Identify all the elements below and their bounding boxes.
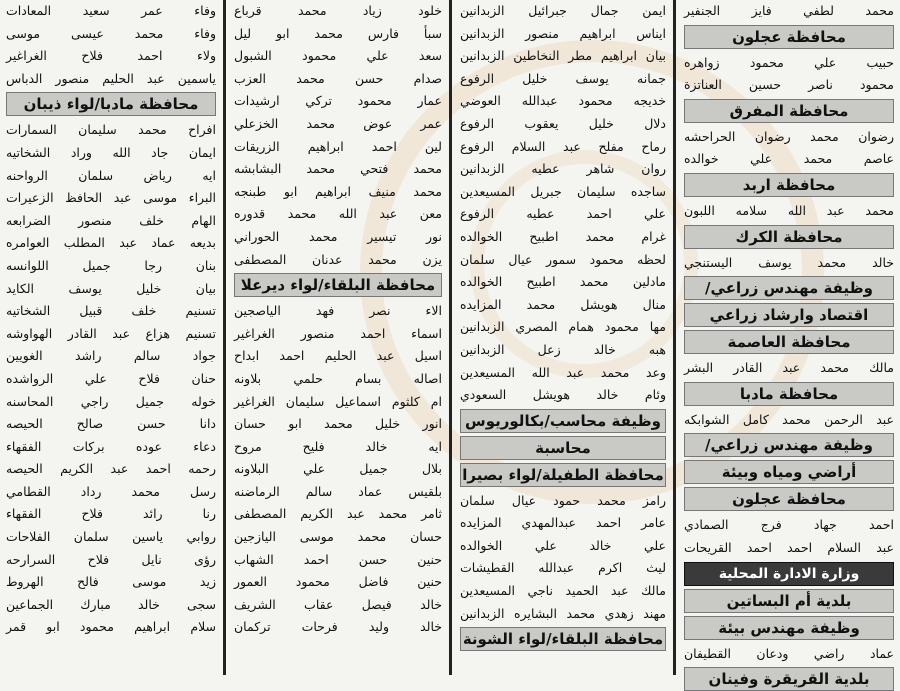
- name-entry: احمد جهاد فرج الصمادي: [684, 517, 894, 533]
- name-entry: انور خليل محمد ابو حسان: [234, 416, 442, 432]
- name-entry: رؤى نايل فلاح السرارحه: [6, 551, 216, 567]
- name-entry: البراء موسى عبد الحافظ الزعيرات: [6, 190, 216, 206]
- name-entry: عمار محمود تركي ارشيدات: [234, 93, 442, 109]
- name-entry: وفاء عمر سعيد المعادات: [6, 3, 216, 18]
- name-entry: مالك محمد عبد القادر البشر: [684, 360, 894, 376]
- name-entry: غرام محمد اطبيح الخوالده: [460, 228, 666, 244]
- name-entry: وئام خالد هويشل السعودي: [460, 387, 666, 403]
- name-entry: ياسمين عبد الحليم منصور الدباس: [6, 70, 216, 86]
- name-entry: جمانه يوسف خليل الرفوع: [460, 70, 666, 86]
- column-divider: [673, 0, 676, 675]
- name-entry: يزن محمد عدنان المصطفى: [234, 251, 442, 267]
- name-entry: عمر عوض محمد الخزعلي: [234, 115, 442, 131]
- name-entry: ايه رياض سلمان الرواحنه: [6, 167, 216, 183]
- name-entry: زيد موسى فالح الهروط: [6, 574, 216, 590]
- name-entry: وفاء محمد عيسى موسى: [6, 25, 216, 41]
- name-entry: روابي ياسين سلمان الفلاحات: [6, 529, 216, 545]
- section-heading: أراضي ومياه وبيئة: [684, 460, 894, 484]
- name-entry: اسيل عبد الحليم احمد ابداح: [234, 348, 442, 364]
- section-heading: محافظة مادبا/لواء ذيبان: [6, 92, 216, 116]
- name-entry: رحمه احمد عبد الكريم الحيصه: [6, 461, 216, 477]
- name-entry: ايه خالد فليح مروح: [234, 438, 442, 454]
- name-entry: لحظه محمود سمور عيال سلمان: [460, 251, 666, 267]
- name-entry: ثامر محمد عبد الكريم المصطفى: [234, 506, 442, 522]
- name-entry: حنين حسن احمد الشهاب: [234, 551, 442, 567]
- section-heading: محافظة مادبا: [684, 382, 894, 406]
- name-entry: معن عبد الله محمد قدوره: [234, 206, 442, 222]
- name-entry: اصاله بسام حلمي بلاونه: [234, 370, 442, 386]
- section-heading: محافظة المفرق: [684, 99, 894, 123]
- name-entry: افراح محمد سليمان السمارات: [6, 122, 216, 138]
- name-entry: حنين فاضل محمود العمور: [234, 574, 442, 590]
- name-entry: علي احمد عطيه الرفوع: [460, 206, 666, 222]
- column-3: [228, 0, 448, 675]
- name-entry: محمد لطفي فايز الجنفير: [684, 3, 894, 18]
- name-entry: رضوان محمد رضوان الحراحشه: [684, 128, 894, 144]
- name-entry: مالك عبد الحميد ناجي المسيعدين: [460, 583, 666, 599]
- name-entry: عبد السلام احمد احمد القريحات: [684, 539, 894, 555]
- section-heading: محافظة اربد: [684, 173, 894, 197]
- name-entry: بيان خليل يوسف الكايد: [6, 280, 216, 296]
- name-entry: مهند زهدي محمد البشايره الزبدانين: [460, 605, 666, 621]
- name-entry: روان شاهر عطيه الزبدانين: [460, 161, 666, 177]
- name-entry: مادلين محمد اطبيح الخوالده: [460, 274, 666, 290]
- section-heading: وظيفة محاسب/بكالوريوس: [460, 409, 666, 433]
- name-entry: سعد علي محمود الشبول: [234, 48, 442, 64]
- section-heading: محافظة الطفيلة/لواء بصيرا: [460, 463, 666, 487]
- section-heading: محافظة الكرك: [684, 225, 894, 249]
- name-entry: خالد محمد يوسف اليستنجي: [684, 254, 894, 270]
- name-entry: بديعه عماد عبد المطلب العوامره: [6, 235, 216, 251]
- section-heading: بلدية أم البساتين: [684, 589, 894, 613]
- name-entry: الاء نصر فهد الياصجين: [234, 303, 442, 319]
- section-heading: وظيفة مهندس بيئة: [684, 616, 894, 640]
- name-entry: بنان رجا جميل اللوانسه: [6, 257, 216, 273]
- name-entry: دانا حسن صالح الحيصه: [6, 416, 216, 432]
- name-entry: منال هويشل محمد المزايده: [460, 296, 666, 312]
- name-entry: لين احمد ابراهيم الزريقات: [234, 138, 442, 154]
- name-entry: خالد فيصل عقاب الشريف: [234, 596, 442, 612]
- name-entry: بلقيس عماد سالم الرماضنه: [234, 483, 442, 499]
- name-entry: رسل محمد رداد القطامي: [6, 483, 216, 499]
- name-entry: ساجده سليمان جبريل المسيعدين: [460, 183, 666, 199]
- name-entry: رامز محمد حمود عيال سلمان: [460, 492, 666, 508]
- name-entry: علي خالد علي الخوالده: [460, 537, 666, 553]
- name-entry: جواد سالم راشد الغويين: [6, 348, 216, 364]
- name-entry: بيان ابراهيم مطر النخاطين الزبدانين: [460, 48, 666, 64]
- name-entry: مها محمود همام المصري الزبدانين: [460, 319, 666, 335]
- section-heading: محافظة البلقاء/لواء ديرعلا: [234, 273, 442, 297]
- name-entry: عاصم محمد علي خوالده: [684, 151, 894, 167]
- name-entry: ولاء احمد فلاح الغراغير: [6, 48, 216, 64]
- name-entry: خوله جميل راجي المحاسنه: [6, 393, 216, 409]
- name-entry: عامر احمد عبدالمهدي المزايده: [460, 515, 666, 531]
- name-entry: حسان محمد موسى اليازجين: [234, 529, 442, 545]
- name-entry: ام كلثوم اسماعيل سليمان الغراغير: [234, 393, 442, 409]
- name-entry: ايمان جاد الله وراد الشخاتيه: [6, 144, 216, 160]
- name-entry: محمد عبد الله سلامه اللبون: [684, 202, 894, 218]
- name-entry: محمد منيف ابراهيم ابو طبنجه: [234, 183, 442, 199]
- column-2: [454, 0, 672, 675]
- name-entry: سلام ابراهيم محمود ابو قمر: [6, 619, 216, 635]
- section-heading: محافظة البلقاء/لواء الشونة: [460, 627, 666, 651]
- name-entry: ليث اكرم عبدالله القطيشات: [460, 560, 666, 576]
- name-entry: خالد وليد فرحات تركمان: [234, 619, 442, 635]
- name-entry: نور تيسير محمد الحوراني: [234, 228, 442, 244]
- ministry-heading: وزارة الادارة المحلية: [684, 562, 894, 586]
- section-heading: محافظة عجلون: [684, 25, 894, 49]
- name-entry: تسنيم هزاع عبد القادر الهواوشه: [6, 325, 216, 341]
- name-entry: حنان فلاح علي الرواشده: [6, 370, 216, 386]
- name-entry: محمد فتحي محمد البشابشه: [234, 161, 442, 177]
- name-entry: رنا رائد فلاح الفقهاء: [6, 506, 216, 522]
- name-entry: رماح مفلح عبد السلام الرفوع: [460, 138, 666, 154]
- column-divider: [449, 0, 452, 675]
- name-entry: سبأ فارس محمد ابو ليل: [234, 25, 442, 41]
- section-heading: اقتصاد وارشاد زراعي: [684, 303, 894, 327]
- column-1: [678, 0, 900, 689]
- name-entry: ايمن جمال جبرائيل الزبدانين: [460, 3, 666, 18]
- name-entry: صدام حسن محمد العزب: [234, 70, 442, 86]
- section-heading: وظيفة مهندس زراعي/: [684, 276, 894, 300]
- name-entry: تسنيم خلف قبيل الشخاتيه: [6, 303, 216, 319]
- section-heading: بلدية القريقرة وفينان: [684, 667, 894, 691]
- name-entry: سجى خالد مبارك الجماعين: [6, 596, 216, 612]
- name-entry: هبه خالد زعل الزبدانين: [460, 341, 666, 357]
- section-heading: محافظة العاصمة: [684, 330, 894, 354]
- name-entry: خلود زياد محمد قرباع: [234, 3, 442, 18]
- name-entry: وعد محمد عبد الله المسيعدين: [460, 364, 666, 380]
- name-entry: خديجه محمود عبدالله العوضي: [460, 93, 666, 109]
- name-entry: الهام خلف منصور الضرابعه: [6, 212, 216, 228]
- name-entry: عماد راضي ودعان القطيفان: [684, 645, 894, 661]
- section-heading: وظيفة مهندس زراعي/: [684, 433, 894, 457]
- column-divider: [223, 0, 226, 675]
- name-entry: دلال خليل يعقوب الرفوع: [460, 115, 666, 131]
- name-entry: عبد الرحمن محمد كامل الشوابكه: [684, 411, 894, 427]
- name-entry: دعاء عوده بركات الفقهاء: [6, 438, 216, 454]
- name-entry: بلال جميل علي البلاونه: [234, 461, 442, 477]
- name-entry: اسماء احمد منصور الغراغير: [234, 325, 442, 341]
- section-heading: محاسبة: [460, 436, 666, 460]
- name-entry: ايناس ابراهيم منصور الزبدانين: [460, 25, 666, 41]
- section-heading: محافظة عجلون: [684, 487, 894, 511]
- name-entry: حبيب علي محمود زواهره: [684, 54, 894, 70]
- column-4: [0, 0, 222, 675]
- name-entry: محمود ناصر حسين العناتزة: [684, 77, 894, 93]
